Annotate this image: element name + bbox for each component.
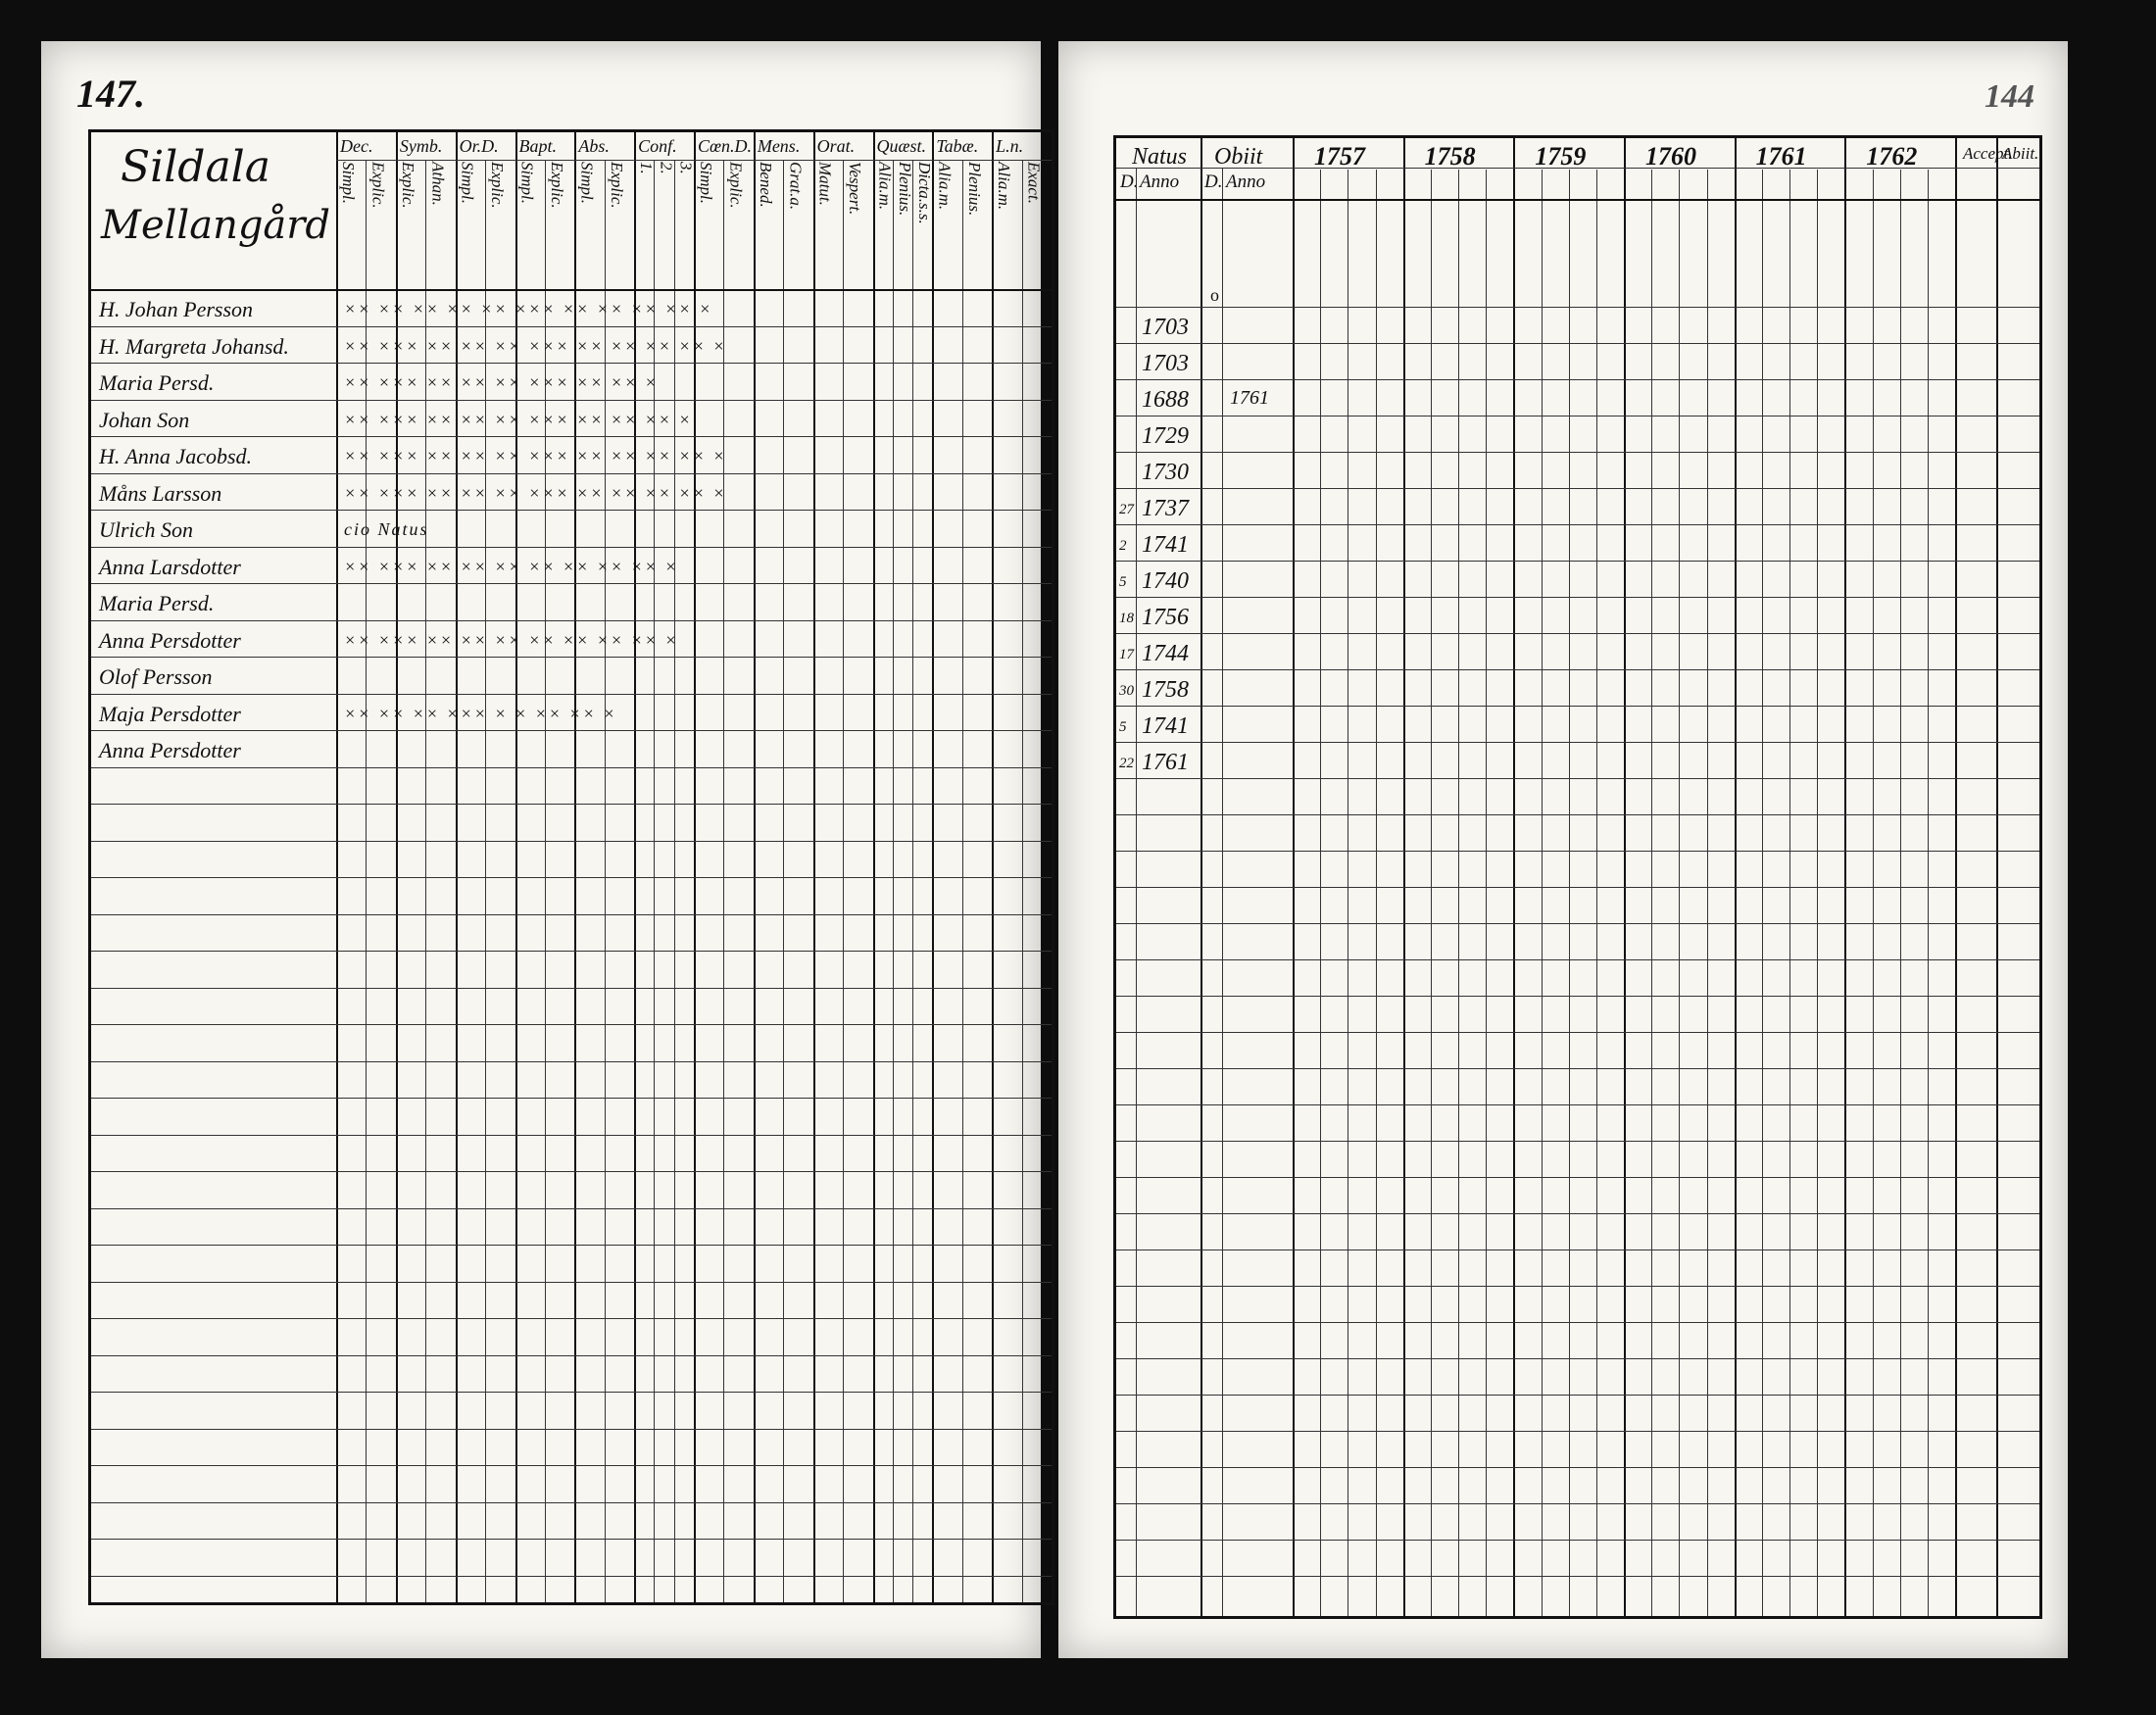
column-header: Cœn.D. xyxy=(698,136,753,156)
column-header: Mens. xyxy=(757,136,801,156)
row-rule xyxy=(1116,597,2039,598)
subcolumn-header: Matut. xyxy=(815,162,835,206)
column-header: Bapt. xyxy=(518,136,557,156)
column-header: Conf. xyxy=(638,136,677,156)
birth-day: 5 xyxy=(1119,719,1127,735)
birth-year: 1729 xyxy=(1142,423,1189,449)
natus-anno-header: Anno xyxy=(1140,172,1180,192)
birth-year: 1703 xyxy=(1142,315,1189,340)
row-rule xyxy=(91,1245,1052,1246)
row-rule xyxy=(91,1171,1052,1172)
exam-marks: ×× ×× ×× ××× × × ×× ×× × xyxy=(344,703,617,723)
exam-marks: cio Natus xyxy=(344,519,429,539)
birth-year: 1756 xyxy=(1142,605,1189,630)
row-rule xyxy=(91,547,1052,548)
person-name: Johan Son xyxy=(99,407,190,432)
year-subcolumn-divider xyxy=(1762,170,1763,1616)
row-rule xyxy=(91,620,1052,621)
row-rule xyxy=(1116,1467,2039,1468)
column-header: Symb. xyxy=(399,136,443,156)
abiit-header: Abiit. xyxy=(2002,144,2039,163)
obiit-header: Obiit xyxy=(1214,144,1263,170)
subcolumn-header: Grat.a. xyxy=(786,162,806,211)
subcolumn-divider xyxy=(723,160,724,1602)
death-year: 1761 xyxy=(1230,387,1269,409)
row-rule xyxy=(91,951,1052,952)
row-rule xyxy=(1116,488,2039,489)
subcolumn-header: 1. xyxy=(637,162,657,174)
column-header: Abs. xyxy=(578,136,610,156)
subcolumn-header: Simpl. xyxy=(697,162,715,204)
exam-marks: ×× ××× ×× ×× ×× ×× ×× ×× ×× × xyxy=(344,556,679,576)
year-subcolumn-divider xyxy=(1873,170,1874,1616)
row-rule xyxy=(91,767,1052,768)
row-rule xyxy=(91,988,1052,989)
subcolumn-header: Explic. xyxy=(547,162,566,209)
birth-year: 1741 xyxy=(1142,532,1189,558)
row-rule xyxy=(1116,379,2039,380)
row-rule xyxy=(1116,851,2039,852)
subcolumn-header: Explic. xyxy=(607,162,626,209)
row-rule xyxy=(91,1282,1052,1283)
row-rule xyxy=(91,841,1052,842)
left-page xyxy=(41,41,1044,1658)
row-rule xyxy=(91,877,1052,878)
person-name: Anna Persdotter xyxy=(99,738,241,762)
subcolumn-header: 2. xyxy=(657,162,676,174)
row-rule xyxy=(1116,887,2039,888)
right-column-divider xyxy=(1136,168,1137,1616)
year-subcolumn-divider xyxy=(1376,170,1377,1616)
obiit-day-header: D. xyxy=(1204,172,1223,192)
accept-header: Accept. xyxy=(1963,144,2013,163)
right-page-number: 144 xyxy=(1984,78,2034,115)
obiit-anno-header: Anno xyxy=(1226,172,1266,192)
year-header: 1759 xyxy=(1535,142,1587,171)
subcolumn-header: Alia.m. xyxy=(935,162,955,211)
birth-year: 1761 xyxy=(1142,750,1189,775)
year-subcolumn-divider xyxy=(1679,170,1680,1616)
column-header: Dec. xyxy=(340,136,373,156)
row-rule xyxy=(1116,1431,2039,1432)
row-rule xyxy=(1116,923,2039,924)
row-rule xyxy=(91,804,1052,805)
column-header: Quæst. xyxy=(876,136,927,156)
subcolumn-header: Explic. xyxy=(398,162,417,209)
subcolumn-header: Alia.m. xyxy=(995,162,1014,211)
row-rule xyxy=(91,326,1052,327)
row-rule xyxy=(1116,778,2039,779)
row-rule xyxy=(91,1024,1052,1025)
birth-year: 1737 xyxy=(1142,496,1189,521)
person-name: Maria Persd. xyxy=(99,591,215,615)
year-subcolumn-divider xyxy=(1542,170,1543,1616)
person-name: Maja Persdotter xyxy=(99,701,241,726)
row-rule xyxy=(91,1135,1052,1136)
row-rule xyxy=(91,1392,1052,1393)
year-subcolumn-divider xyxy=(1486,170,1487,1616)
row-rule xyxy=(1116,1576,2039,1577)
year-subcolumn-divider xyxy=(1817,170,1818,1616)
row-rule xyxy=(91,583,1052,584)
birth-day: 2 xyxy=(1119,538,1127,554)
birth-year: 1688 xyxy=(1142,387,1189,413)
subcolumn-divider xyxy=(843,160,844,1602)
natus-header: Natus xyxy=(1132,144,1188,170)
row-rule xyxy=(1116,1032,2039,1033)
subcolumn-divider xyxy=(783,160,784,1602)
subcolumn-header: Explic. xyxy=(726,162,746,209)
exam-marks: ×× ×× ×× ×× ×× ××× ×× ×× ×× ×× × xyxy=(344,299,713,318)
year-header: 1761 xyxy=(1755,142,1807,171)
row-rule xyxy=(91,1429,1052,1430)
row-rule xyxy=(1116,452,2039,453)
row-rule xyxy=(1116,1540,2039,1541)
subcolumn-divider xyxy=(893,160,894,1602)
natus-day-header: D. xyxy=(1120,172,1139,192)
row-rule xyxy=(91,1502,1052,1503)
subcolumn-divider xyxy=(674,160,675,1602)
birth-year: 1741 xyxy=(1142,713,1189,739)
person-name: Ulrich Son xyxy=(99,517,193,542)
birth-day: 22 xyxy=(1119,756,1134,771)
subcolumn-header: Simpl. xyxy=(339,162,358,204)
row-rule xyxy=(1116,669,2039,670)
birth-day: 5 xyxy=(1119,574,1127,590)
year-subcolumn-divider xyxy=(1320,170,1321,1616)
row-rule xyxy=(91,1355,1052,1356)
row-rule xyxy=(1116,343,2039,344)
row-rule xyxy=(1116,1213,2039,1214)
row-rule xyxy=(91,1539,1052,1540)
person-name: Maria Persd. xyxy=(99,370,215,395)
subcolumn-divider xyxy=(912,160,913,1602)
row-rule xyxy=(1116,959,2039,960)
subcolumn-header: Athan. xyxy=(428,162,448,206)
small-circle-mark: o xyxy=(1210,285,1219,305)
year-subcolumn-divider xyxy=(1789,170,1790,1616)
year-subcolumn-divider xyxy=(1596,170,1597,1616)
row-rule xyxy=(1116,1068,2039,1069)
birth-year: 1740 xyxy=(1142,568,1189,594)
row-rule xyxy=(91,400,1052,401)
row-rule xyxy=(1116,1358,2039,1359)
row-rule xyxy=(91,730,1052,731)
column-header: L.n. xyxy=(996,136,1024,156)
row-rule xyxy=(1116,1141,2039,1142)
row-rule xyxy=(1116,706,2039,707)
farm-title: Mellangård xyxy=(101,203,331,248)
right-header-rule xyxy=(1116,199,2039,201)
birth-day: 17 xyxy=(1119,647,1134,662)
person-name: Måns Larsson xyxy=(99,480,222,506)
row-rule xyxy=(1116,561,2039,562)
row-rule xyxy=(91,914,1052,915)
year-subcolumn-divider xyxy=(1651,170,1652,1616)
exam-marks: ×× ××× ×× ×× ×× ××× ×× ×× ×× ×× × xyxy=(344,335,727,356)
subcolumn-header: Explic. xyxy=(368,162,388,209)
place-title: Sildala xyxy=(121,142,270,192)
row-rule xyxy=(91,363,1052,364)
row-rule xyxy=(91,1208,1052,1209)
year-header: 1757 xyxy=(1314,142,1365,171)
subcolumn-header: Explic. xyxy=(488,162,508,209)
column-header: Or.D. xyxy=(459,136,499,156)
exam-marks: ×× ××× ×× ×× ×× ××× ×× ×× × xyxy=(344,372,659,392)
year-subcolumn-divider xyxy=(1431,170,1432,1616)
birth-year: 1744 xyxy=(1142,641,1189,666)
row-rule xyxy=(1116,1177,2039,1178)
exam-marks: ×× ××× ×× ×× ×× ××× ×× ×× ×× ×× × xyxy=(344,482,727,503)
row-rule xyxy=(1116,996,2039,997)
year-header: 1762 xyxy=(1866,142,1918,171)
row-rule xyxy=(1116,307,2039,308)
year-subcolumn-divider xyxy=(1900,170,1901,1616)
right-column-divider xyxy=(1222,168,1223,1616)
subcolumn-divider xyxy=(962,160,963,1602)
right-register-grid xyxy=(1113,135,2042,1619)
row-rule xyxy=(1116,1322,2039,1323)
row-rule xyxy=(1116,1286,2039,1287)
column-divider xyxy=(813,132,815,1602)
column-divider xyxy=(932,132,934,1602)
row-rule xyxy=(1116,742,2039,743)
column-head-rule xyxy=(336,160,1052,161)
row-rule xyxy=(1116,1503,2039,1504)
person-name: Olof Persson xyxy=(99,664,213,689)
left-page-number: 147. xyxy=(76,72,145,116)
column-divider xyxy=(873,132,875,1602)
year-subcolumn-divider xyxy=(1707,170,1708,1616)
name-column-divider xyxy=(336,132,338,1602)
column-header: Tabæ. xyxy=(936,136,979,156)
person-name: Anna Persdotter xyxy=(99,627,241,653)
subcolumn-header: Plenius. xyxy=(964,162,984,217)
subcolumn-header: Simpl. xyxy=(517,162,537,204)
birth-year: 1758 xyxy=(1142,677,1189,703)
column-divider xyxy=(992,132,994,1602)
row-rule xyxy=(1116,633,2039,634)
right-page xyxy=(1058,41,2068,1658)
left-register-grid xyxy=(88,129,1054,1605)
row-rule xyxy=(1116,524,2039,525)
year-subcolumn-divider xyxy=(1458,170,1459,1616)
row-rule xyxy=(91,1576,1052,1577)
row-rule xyxy=(1116,1395,2039,1396)
person-name: Anna Larsdotter xyxy=(99,554,241,579)
exam-marks: ×× ××× ×× ×× ×× ××× ×× ×× ×× ×× × xyxy=(344,446,727,466)
birth-year: 1730 xyxy=(1142,460,1189,485)
row-rule xyxy=(1116,1104,2039,1105)
birth-day: 18 xyxy=(1119,611,1134,626)
subcolumn-header: 3. xyxy=(676,162,696,174)
row-rule xyxy=(91,436,1052,437)
subcolumn-header: Dicta.s.s. xyxy=(915,162,935,224)
year-subcolumn-divider xyxy=(1928,170,1929,1616)
year-header: 1758 xyxy=(1424,142,1476,171)
header-rule xyxy=(91,289,1052,291)
birth-day: 27 xyxy=(1119,502,1134,517)
row-rule xyxy=(91,473,1052,474)
subcolumn-header: Exact. xyxy=(1024,162,1044,204)
row-rule xyxy=(91,1098,1052,1099)
row-rule xyxy=(91,657,1052,658)
exam-marks: ×× ××× ×× ×× ×× ×× ×× ×× ×× × xyxy=(344,629,679,650)
row-rule xyxy=(91,1318,1052,1319)
subcolumn-header: Simpl. xyxy=(458,162,477,204)
subcolumn-header: Simpl. xyxy=(577,162,597,204)
row-rule xyxy=(91,510,1052,511)
column-header: Orat. xyxy=(816,136,856,156)
row-rule xyxy=(91,694,1052,695)
subcolumn-header: Alia.m. xyxy=(875,162,895,211)
person-name: H. Anna Jacobsd. xyxy=(99,444,253,468)
row-rule xyxy=(1116,814,2039,815)
year-subcolumn-divider xyxy=(1569,170,1570,1616)
subcolumn-header: Plenius. xyxy=(895,162,914,217)
person-name: H. Margreta Johansd. xyxy=(99,333,289,359)
birth-day: 30 xyxy=(1119,683,1134,699)
column-divider xyxy=(754,132,756,1602)
exam-marks: ×× ××× ×× ×× ×× ××× ×× ×× ×× × xyxy=(344,409,693,429)
subcolumn-header: Bened. xyxy=(756,162,775,208)
subcolumn-divider xyxy=(1022,160,1023,1602)
subcolumn-header: Vespert. xyxy=(846,162,865,216)
person-name: H. Johan Persson xyxy=(99,297,254,321)
year-header: 1760 xyxy=(1645,142,1696,171)
row-rule xyxy=(91,1465,1052,1466)
birth-year: 1703 xyxy=(1142,351,1189,376)
row-rule xyxy=(91,1061,1052,1062)
